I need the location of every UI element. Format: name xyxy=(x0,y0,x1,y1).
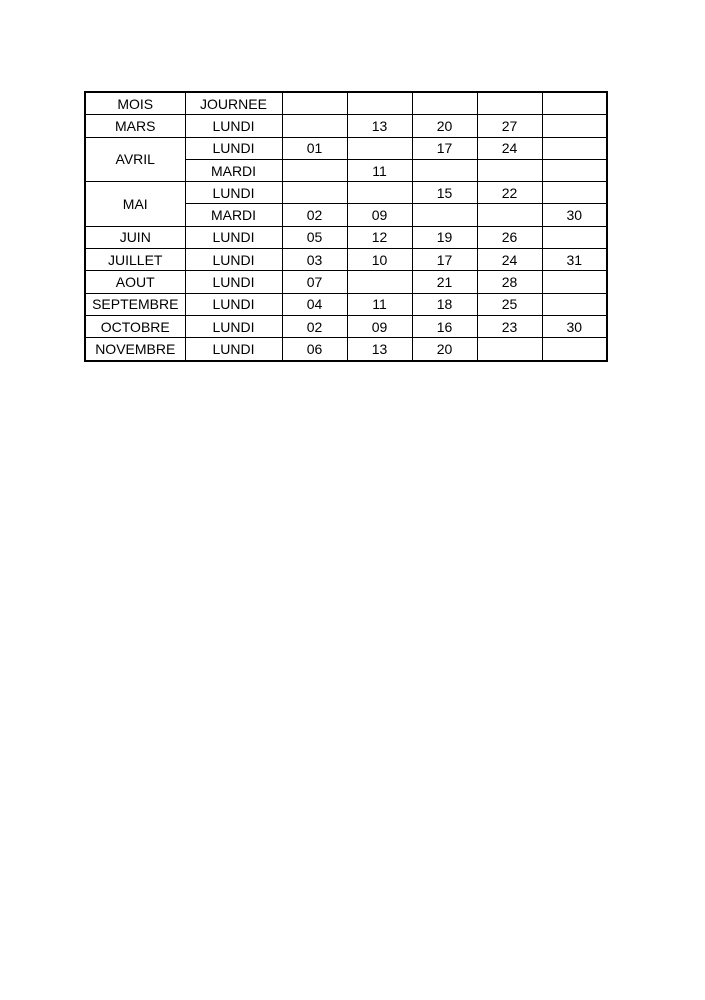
date-cell xyxy=(347,182,412,204)
date-cell: 27 xyxy=(477,115,542,137)
date-cell: 18 xyxy=(412,293,477,315)
weekday-cell: LUNDI xyxy=(185,271,282,293)
date-cell: 20 xyxy=(412,338,477,361)
date-cell: 10 xyxy=(347,249,412,271)
weekday-cell: LUNDI xyxy=(185,338,282,361)
date-cell: 21 xyxy=(412,271,477,293)
month-cell: NOVEMBRE xyxy=(85,338,185,361)
date-cell: 25 xyxy=(477,293,542,315)
date-cell: 06 xyxy=(282,338,347,361)
schedule-body xyxy=(85,92,607,361)
date-cell: 20 xyxy=(412,115,477,137)
date-cell: 26 xyxy=(477,226,542,248)
header-mois: MOIS xyxy=(85,92,185,115)
weekday-cell: LUNDI xyxy=(185,293,282,315)
date-cell: 30 xyxy=(542,315,607,337)
date-cell xyxy=(477,204,542,226)
date-cell xyxy=(282,159,347,181)
weekday-cell: MARDI xyxy=(185,204,282,226)
date-cell: 04 xyxy=(282,293,347,315)
month-cell: AVRIL xyxy=(85,137,185,182)
date-cell: 12 xyxy=(347,226,412,248)
date-cell: 13 xyxy=(347,115,412,137)
date-cell: 05 xyxy=(282,226,347,248)
date-cell: 22 xyxy=(477,182,542,204)
date-cell: 17 xyxy=(412,137,477,159)
date-cell: 02 xyxy=(282,204,347,226)
date-cell: 01 xyxy=(282,137,347,159)
date-cell xyxy=(282,115,347,137)
weekday-cell: LUNDI xyxy=(185,115,282,137)
date-cell: 09 xyxy=(347,315,412,337)
date-cell: 09 xyxy=(347,204,412,226)
table-row xyxy=(85,226,607,248)
date-cell xyxy=(542,182,607,204)
date-cell xyxy=(477,338,542,361)
date-cell: 15 xyxy=(412,182,477,204)
date-cell xyxy=(412,159,477,181)
date-cell: 02 xyxy=(282,315,347,337)
table-row xyxy=(85,249,607,271)
date-cell: 13 xyxy=(347,338,412,361)
date-cell xyxy=(542,338,607,361)
date-cell xyxy=(347,137,412,159)
table-row xyxy=(85,115,607,137)
date-cell: 16 xyxy=(412,315,477,337)
table-row xyxy=(85,271,607,293)
month-cell: JUIN xyxy=(85,226,185,248)
weekday-cell: MARDI xyxy=(185,159,282,181)
header-empty-cell xyxy=(477,92,542,115)
date-cell: 23 xyxy=(477,315,542,337)
date-cell xyxy=(542,226,607,248)
date-cell xyxy=(542,159,607,181)
date-cell xyxy=(542,293,607,315)
header-journee: JOURNEE xyxy=(185,92,282,115)
month-cell: JUILLET xyxy=(85,249,185,271)
month-cell: MARS xyxy=(85,115,185,137)
date-cell: 11 xyxy=(347,293,412,315)
date-cell xyxy=(542,271,607,293)
date-cell: 11 xyxy=(347,159,412,181)
table-row xyxy=(85,137,607,159)
date-cell: 17 xyxy=(412,249,477,271)
date-cell xyxy=(347,271,412,293)
date-cell: 24 xyxy=(477,249,542,271)
schedule-table xyxy=(84,91,608,362)
month-cell: AOUT xyxy=(85,271,185,293)
header-row xyxy=(85,92,607,115)
table-row xyxy=(85,293,607,315)
date-cell xyxy=(282,182,347,204)
weekday-cell: LUNDI xyxy=(185,226,282,248)
header-empty-cell xyxy=(542,92,607,115)
weekday-cell: LUNDI xyxy=(185,137,282,159)
table-row xyxy=(85,315,607,337)
date-cell xyxy=(477,159,542,181)
date-cell xyxy=(542,115,607,137)
date-cell: 07 xyxy=(282,271,347,293)
date-cell xyxy=(412,204,477,226)
month-cell: SEPTEMBRE xyxy=(85,293,185,315)
date-cell: 03 xyxy=(282,249,347,271)
date-cell: 19 xyxy=(412,226,477,248)
month-cell: OCTOBRE xyxy=(85,315,185,337)
date-cell: 28 xyxy=(477,271,542,293)
date-cell: 24 xyxy=(477,137,542,159)
month-cell: MAI xyxy=(85,182,185,227)
date-cell xyxy=(542,137,607,159)
table-row xyxy=(85,182,607,204)
header-empty-cell xyxy=(282,92,347,115)
weekday-cell: LUNDI xyxy=(185,182,282,204)
date-cell: 31 xyxy=(542,249,607,271)
weekday-cell: LUNDI xyxy=(185,315,282,337)
header-empty-cell xyxy=(347,92,412,115)
weekday-cell: LUNDI xyxy=(185,249,282,271)
header-empty-cell xyxy=(412,92,477,115)
date-cell: 30 xyxy=(542,204,607,226)
table-row xyxy=(85,338,607,361)
